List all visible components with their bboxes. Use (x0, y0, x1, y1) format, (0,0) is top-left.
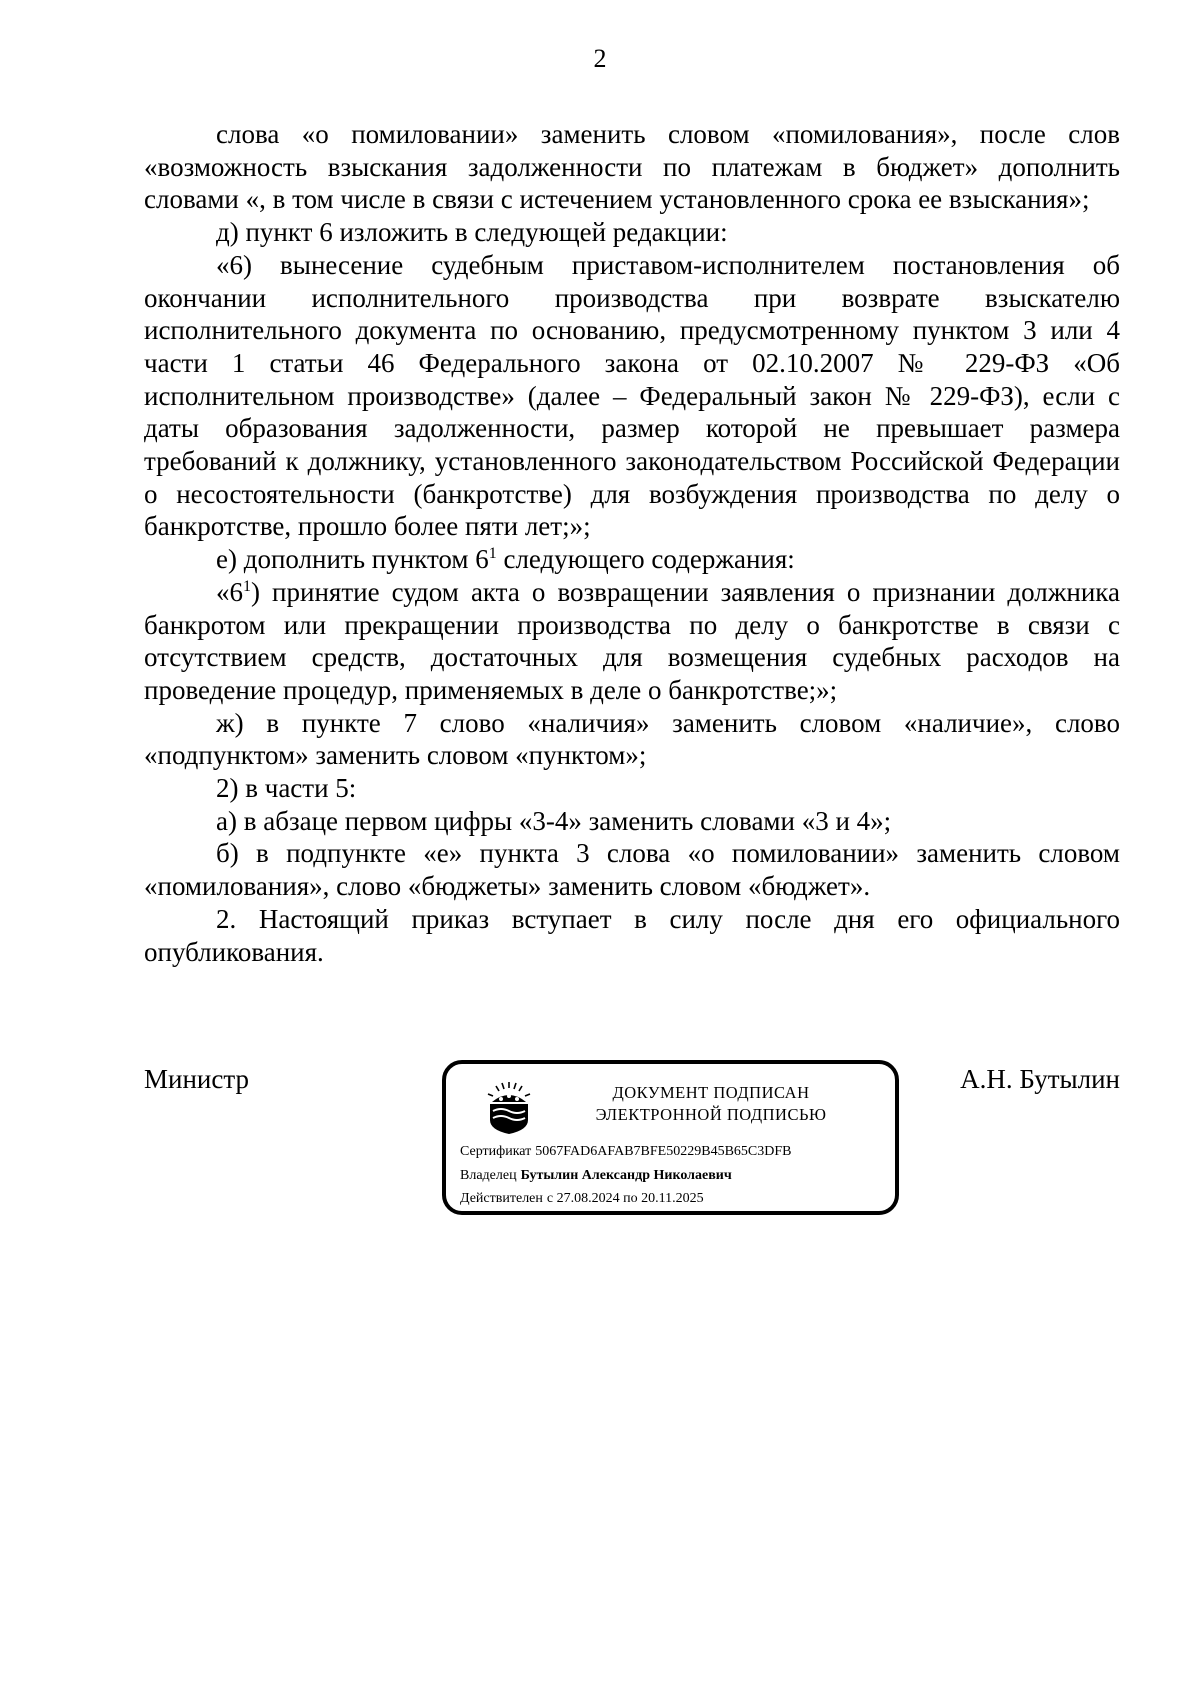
paragraph-6-1 (144, 576, 1120, 707)
validity-label: Действителен (460, 1191, 543, 1206)
signatory-position: Министр (144, 1064, 249, 1094)
owner-value: Бутылин Александр Николаевич (520, 1168, 732, 1183)
document-body (144, 118, 1120, 968)
paragraph: слова «о помиловании» заменить словом «помилования», после слов «возможность взыскания задолженности по платежам в бюджет» дополнить словами «, в том числе в связи с истечением установленного срока ее взыскания»; (144, 119, 1120, 215)
superscript: 1 (488, 545, 497, 563)
text: следующего содержания: (496, 544, 795, 575)
paragraph: 2) в части 5: (216, 773, 357, 804)
stamp-owner (460, 1168, 732, 1184)
page-number: 2 (593, 44, 607, 73)
stamp-title-line: ДОКУМЕНТ ПОДПИСАН (612, 1083, 810, 1102)
coat-of-arms-icon (484, 1080, 534, 1136)
signatory-name: А.Н. Бутылин (960, 1064, 1120, 1094)
stamp-certificate (460, 1144, 791, 1160)
owner-label: Владелец (460, 1168, 517, 1183)
stamp-validity (460, 1191, 704, 1207)
certificate-value: 5067FAD6AFAB7BFE50229B45B65C3DFB (535, 1144, 792, 1159)
paragraph: б) в подпункте «е» пункта 3 слова «о помиловании» заменить словом «помилования», слово «бюджеты» заменить словом «бюджет». (144, 838, 1120, 902)
paragraph: «6) вынесение судебным приставом-исполнителем постановления об окончании исполнительного производства при возврате взыскателю исполнительного документа по основанию, предусмотренному пунктом 3 или 4 части 1 статьи 46 Федерального закона от 02.10.2007 № 229-ФЗ «Об исполнительном производстве» (далее – Федеральный закон № 229-ФЗ), если с даты образования задолженности, размер которой не превышает размера требований к должнику, установленного законодательством Российской Федерации о несостоятельности (банкротстве) для возбуждения производства по делу о банкротстве, прошло более пяти лет;»; (144, 249, 1120, 542)
paragraph-e (144, 543, 1120, 576)
stamp-title-line: ЭЛЕКТРОННОЙ ПОДПИСЬЮ (595, 1105, 827, 1124)
text: «6 (216, 576, 243, 607)
paragraph: д) пункт 6 изложить в следующей редакции: (216, 217, 728, 248)
paragraph: 2. Настоящий приказ вступает в силу после дня его официального опубликования. (144, 903, 1120, 967)
electronic-signature-stamp (442, 1060, 899, 1215)
paragraph: а) в абзаце первом цифры «3-4» заменить словами «3 и 4»; (216, 805, 892, 836)
text: е) дополнить пунктом 6 (216, 544, 489, 575)
superscript: 1 (243, 577, 251, 595)
validity-value: с 27.08.2024 по 20.11.2025 (546, 1191, 704, 1206)
stamp-title (546, 1082, 876, 1126)
certificate-label: Сертификат (460, 1144, 532, 1159)
text: ) принятие судом акта о возвращении заявления о признании должника банкротом или прекращении производства по делу о банкротстве в связи с отсутствием средств, достаточных для возмещения судебных расходов на проведение процедур, применяемых в деле о банкротстве;»; (144, 576, 1120, 705)
paragraph: ж) в пункте 7 слово «наличия» заменить словом «наличие», слово «подпунктом» заменить словом «пунктом»; (144, 707, 1120, 771)
